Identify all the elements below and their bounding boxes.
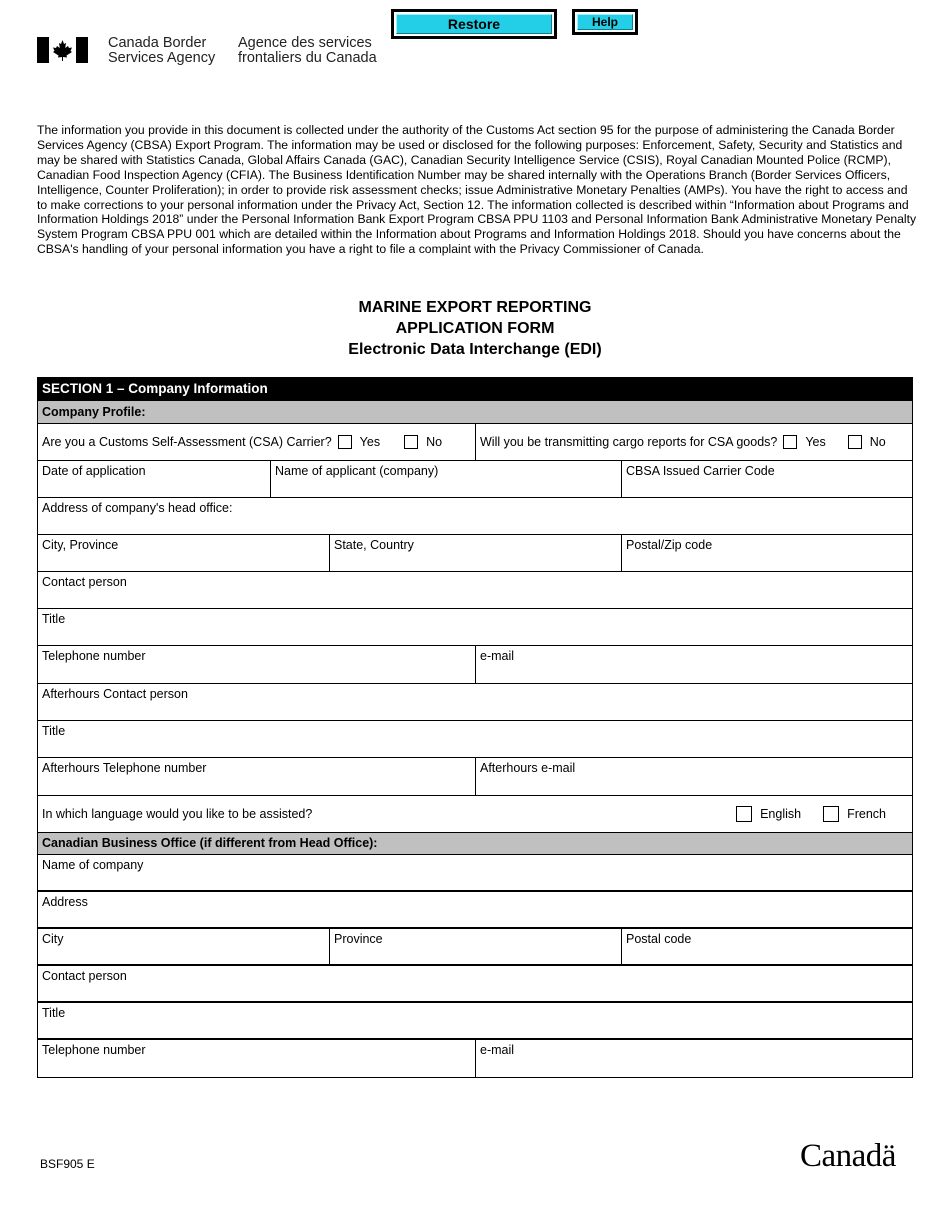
carrier-code-field[interactable] [622, 461, 912, 497]
cbo-city-label: City [42, 932, 64, 946]
csa-goods-yes-label: Yes [805, 435, 826, 449]
cbo-province-field[interactable] [330, 929, 622, 964]
csa-goods-no-label: No [869, 435, 886, 449]
state-country-label: State, Country [334, 538, 414, 552]
agency-fr-line1: Agence des services [238, 35, 372, 51]
title-row [38, 609, 912, 646]
agency-en-line2: Services Agency [108, 50, 216, 66]
restore-button[interactable] [391, 9, 557, 39]
csa-goods-no-option[interactable] [848, 435, 886, 449]
csa-goods-no-checkbox[interactable] [848, 435, 862, 449]
help-button[interactable] [572, 9, 638, 35]
head-office-row [38, 498, 912, 535]
carrier-code-label: CBSA Issued Carrier Code [626, 464, 775, 478]
language-english-label: English [760, 807, 802, 821]
ah-title-label: Title [42, 724, 66, 738]
language-cell [38, 796, 912, 832]
location-row [38, 535, 912, 572]
csa-goods-cell [476, 424, 912, 460]
csa-carrier-yes-checkbox[interactable] [338, 435, 352, 449]
csa-goods-question: Will you be transmitting cargo reports for CSA goods? [480, 435, 778, 449]
csa-goods-yes-option[interactable] [783, 435, 825, 449]
title-label: Title [42, 612, 66, 626]
section1-form [37, 377, 913, 1078]
ah-contact-person-field[interactable] [38, 684, 912, 720]
phone-email-row [38, 646, 912, 684]
cbo-email-label: e-mail [480, 1043, 515, 1057]
cbo-city-field[interactable] [38, 929, 330, 964]
cbo-company-name-field[interactable] [38, 855, 912, 890]
cbo-postal-code-label: Postal code [626, 932, 692, 946]
section1-header: SECTION 1 – Company Information [38, 378, 912, 401]
cbo-telephone-field[interactable] [38, 1040, 476, 1077]
cbo-address-row [38, 892, 912, 929]
cbo-title-row [38, 1003, 912, 1040]
form-code: BSF905 E [40, 1157, 95, 1171]
language-question: In which language would you like to be assisted? [42, 807, 313, 821]
cbo-title-field[interactable] [38, 1003, 912, 1038]
canadian-business-office-subhead: Canadian Business Office (if different from Head Office): [38, 833, 912, 855]
cbo-contact-person-label: Contact person [42, 969, 127, 983]
email-label: e-mail [480, 649, 515, 663]
ah-phone-email-row [38, 758, 912, 796]
contact-row [38, 572, 912, 609]
canada-wordmark: Canadä [800, 1138, 896, 1174]
city-province-field[interactable] [38, 535, 330, 571]
head-office-address-field[interactable] [38, 498, 912, 534]
contact-person-field[interactable] [38, 572, 912, 608]
contact-person-label: Contact person [42, 575, 127, 589]
cbo-title-label: Title [42, 1006, 66, 1020]
csa-carrier-yes-label: Yes [359, 435, 381, 449]
date-of-application-label: Date of application [42, 464, 146, 478]
company-profile-subhead: Company Profile: [38, 401, 912, 424]
language-french-label: French [847, 807, 886, 821]
agency-name-en [108, 36, 215, 66]
cbo-location-row [38, 929, 912, 966]
language-english-option[interactable] [736, 806, 801, 822]
help-button-label[interactable]: Help [577, 14, 633, 30]
csa-carrier-cell [38, 424, 476, 460]
language-row [38, 796, 912, 833]
telephone-label: Telephone number [42, 649, 146, 663]
cbo-company-name-label: Name of company [42, 858, 144, 872]
cbo-province-label: Province [334, 932, 383, 946]
csa-carrier-no-checkbox[interactable] [404, 435, 418, 449]
head-office-address-label: Address of company's head office: [42, 501, 233, 515]
csa-goods-yes-checkbox[interactable] [783, 435, 797, 449]
cbo-contact-row [38, 966, 912, 1003]
ah-contact-person-label: Afterhours Contact person [42, 687, 188, 701]
applicant-name-field[interactable] [271, 461, 622, 497]
privacy-notice: The information you provide in this document is collected under the authority of the Customs Act section 95 for the purpose of administering the Canada Border Services Agency (CBSA) Export Program. The information may be used or disclosed for the following purposes: Enforcement, Safety, Security and Statistics and may be shared with Statistics Canada, Global Affairs Canada (GAC), Canadian Security Intelligence Service (CSIS), Royal Canadian Mounted Police (RCMP), Canadian Food Inspection Agency (CFIA). The Business Identification Number may be shared internally with the Operations Branch (Border Services Officers, Intelligence, Counter Proliferation); in order to provide risk assessment checks; issue Administrative Monetary Penalties (AMPs). You have the right to access and to make corrections to your personal information under the Privacy Act, Section 12. The information collected is described within “Information about Programs and Information Holdings 2018” under the Personal Information Bank Export Program CBSA PPU 1103 and Personal Information Bank Administrative Monetary Penalty System Program CBSA PPU 001 which are detailed within the Information about Programs and Information Holdings 2018. Should you have concerns about the CBSA's handling of your personal information you have a right to file a complaint with the Privacy Commissioner of Canada. [37, 123, 917, 257]
ah-email-field[interactable] [476, 758, 912, 795]
agency-en-line1: Canada Border [108, 35, 207, 51]
canada-flag-logo [37, 37, 88, 63]
ah-contact-row [38, 684, 912, 721]
postal-zip-field[interactable] [622, 535, 912, 571]
cbo-company-row [38, 855, 912, 892]
cbo-email-field[interactable] [476, 1040, 912, 1077]
cbo-telephone-label: Telephone number [42, 1043, 146, 1057]
ah-title-row [38, 721, 912, 758]
language-french-option[interactable] [823, 806, 886, 822]
form-title-line2: APPLICATION FORM [395, 320, 555, 337]
agency-fr-line2: frontaliers du Canada [238, 50, 377, 66]
form-title-line3: Electronic Data Interchange (EDI) [348, 341, 602, 358]
csa-carrier-no-option[interactable] [404, 435, 442, 449]
language-french-checkbox[interactable] [823, 806, 839, 822]
cbo-address-label: Address [42, 895, 88, 909]
application-row [38, 461, 912, 498]
cbo-postal-code-field[interactable] [622, 929, 912, 964]
csa-carrier-question: Are you a Customs Self-Assessment (CSA) Carrier? [42, 435, 332, 449]
ah-telephone-field[interactable] [38, 758, 476, 795]
csa-carrier-yes-option[interactable] [338, 435, 380, 449]
ah-telephone-label: Afterhours Telephone number [42, 761, 207, 775]
cbo-contact-person-field[interactable] [38, 966, 912, 1001]
title-field[interactable] [38, 609, 912, 645]
state-country-field[interactable] [330, 535, 622, 571]
agency-name-fr [238, 36, 377, 66]
city-province-label: City, Province [42, 538, 119, 552]
form-title-line1: MARINE EXPORT REPORTING [358, 299, 592, 316]
csa-carrier-no-label: No [426, 435, 443, 449]
ah-email-label: Afterhours e-mail [480, 761, 576, 775]
csa-row [38, 424, 912, 461]
postal-zip-label: Postal/Zip code [626, 538, 713, 552]
ah-title-field[interactable] [38, 721, 912, 757]
email-field[interactable] [476, 646, 912, 683]
language-english-checkbox[interactable] [736, 806, 752, 822]
applicant-name-label: Name of applicant (company) [275, 464, 439, 478]
date-of-application-field[interactable] [38, 461, 271, 497]
cbo-phone-email-row [38, 1040, 912, 1077]
restore-button-label[interactable]: Restore [396, 14, 552, 34]
cbo-address-field[interactable] [38, 892, 912, 927]
telephone-field[interactable] [38, 646, 476, 683]
